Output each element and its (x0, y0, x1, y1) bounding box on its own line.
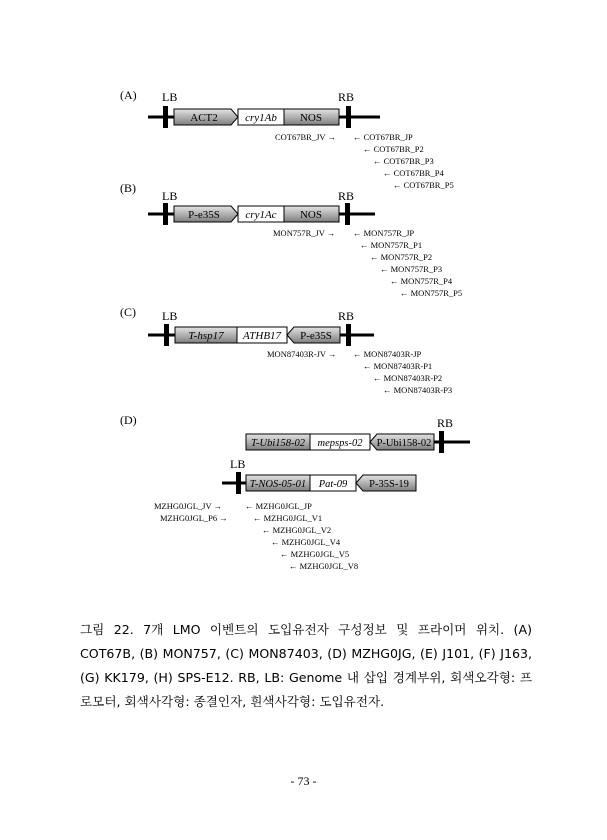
panel-b-gene-label: cry1Ac (245, 209, 277, 221)
panel-a-lb-border (163, 106, 168, 128)
page-number: - 73 - (290, 774, 317, 788)
panel-c-lb-border (164, 324, 169, 346)
panel-c-lb-label: LB (162, 309, 178, 323)
panel-d (120, 413, 470, 571)
panel-d-lb-label: LB (230, 457, 246, 471)
panel-c-rb-border (346, 324, 351, 346)
panel-b-label: (B) (120, 181, 136, 195)
panel-b-promoter-label: P-e35S (188, 209, 220, 221)
panel-d-primer-rev: ← MZHG0JGL_JP (245, 501, 312, 511)
panel-c-rb-label: RB (338, 309, 355, 323)
panel-b-lb-label: LB (162, 189, 178, 203)
panel-c (120, 305, 452, 395)
panel-d-primer-rev: ← MZHG0JGL_V5 (280, 549, 350, 559)
panel-b-primer-fwd: MON757R_JV → (273, 228, 336, 238)
panel-a-primer-fwd: COT67BR_JV → (275, 132, 337, 142)
panel-d-primer-rev: ← MZHG0JGL_V4 (271, 537, 341, 547)
panel-d-upper-promoter-label: P-Ubi158-02 (376, 438, 432, 449)
panel-c-gene-label: ATHB17 (242, 330, 282, 342)
panel-a-primer-rev: ← COT67BR_P3 (373, 156, 434, 166)
panel-d-primer-fwd: MZHG0JGL_P6 → (160, 513, 228, 523)
panel-b (120, 181, 462, 298)
panel-d-primer-rev: ← MZHG0JGL_V8 (289, 561, 359, 571)
panel-d-lower-promoter-label: P-35S-19 (369, 479, 409, 490)
panel-d-lower-gene-label: Pat-09 (318, 479, 348, 490)
panel-d-upper-terminator-label: T-Ubi158-02 (250, 438, 306, 449)
panel-b-lb-border (163, 203, 168, 225)
panel-d-lower-terminator-label: T-NOS-05-01 (249, 479, 307, 490)
panel-a-primer-rev: ← COT67BR_JP (353, 132, 413, 142)
panel-b-rb-label: RB (338, 189, 355, 203)
panel-d-primer-rev: ← MZHG0JGL_V1 (253, 513, 323, 523)
panel-a-rb-label: RB (338, 90, 355, 104)
panel-b-primer-rev: ← MON757R_P1 (360, 240, 423, 250)
panel-d-rb-border (439, 431, 444, 453)
panel-c-primer-fwd: MON87403R-JV → (267, 349, 337, 359)
panel-d-rb-label: RB (437, 416, 454, 430)
panel-c-primer-rev: ← MON87403R-P2 (373, 373, 443, 383)
panel-c-promoter-label: P-e35S (300, 330, 332, 342)
panel-a-primer-rev: ← COT67BR_P4 (383, 168, 444, 178)
panel-a-label: (A) (120, 88, 137, 102)
panel-d-primer-rev: ← MZHG0JGL_V2 (262, 525, 332, 535)
panel-d-upper-gene-label: mepsps-02 (317, 438, 363, 449)
panel-c-label: (C) (120, 305, 136, 319)
panel-b-primer-rev: ← MON757R_JP (353, 228, 415, 238)
panel-b-terminator-label: NOS (299, 209, 323, 221)
panel-a-lb-label: LB (162, 90, 178, 104)
panel-a (120, 88, 454, 190)
panel-b-primer-rev: ← MON757R_P4 (390, 276, 453, 286)
panel-b-rb-border (345, 203, 350, 225)
panel-a-primer-rev: ← COT67BR_P2 (363, 144, 424, 154)
panel-a-rb-border (346, 106, 351, 128)
panel-d-lb-border (236, 472, 241, 494)
panel-d-label: (D) (120, 413, 137, 427)
panel-c-primer-rev: ← MON87403R-P3 (383, 385, 453, 395)
panel-a-promoter-label: ACT2 (190, 112, 218, 124)
panel-a-primer-rev: ← COT67BR_P5 (393, 180, 454, 190)
panel-a-gene-label: cry1Ab (245, 112, 277, 124)
panel-c-primer-rev: ← MON87403R-JP (353, 349, 422, 359)
panel-c-primer-rev: ← MON87403R-P1 (363, 361, 433, 371)
panel-a-terminator-label: NOS (299, 112, 323, 124)
panel-b-primer-rev: ← MON757R_P3 (380, 264, 443, 274)
figure-caption: 그림 22. 7개 LMO 이벤트의 도입유전자 구성정보 및 프라이머 위치. (A) COT67B, (B) MON757, (C) MON87403, (D) MZHG0JG, (E) J101, (F) J163, (G) KK179, (H) SPS-E12. RB, LB: Genome 내 삽입 경계부위, 회색오각형: 프로모터, 회색사각형: 종결인자, 흰색사각형: 도입유전자. (80, 622, 532, 709)
panel-c-terminator-label: T-hsp17 (188, 330, 224, 342)
panel-d-primer-fwd: MZHG0JGL_JV → (154, 501, 223, 511)
panel-b-primer-rev: ← MON757R_P5 (400, 288, 463, 298)
panel-b-primer-rev: ← MON757R_P2 (370, 252, 433, 262)
